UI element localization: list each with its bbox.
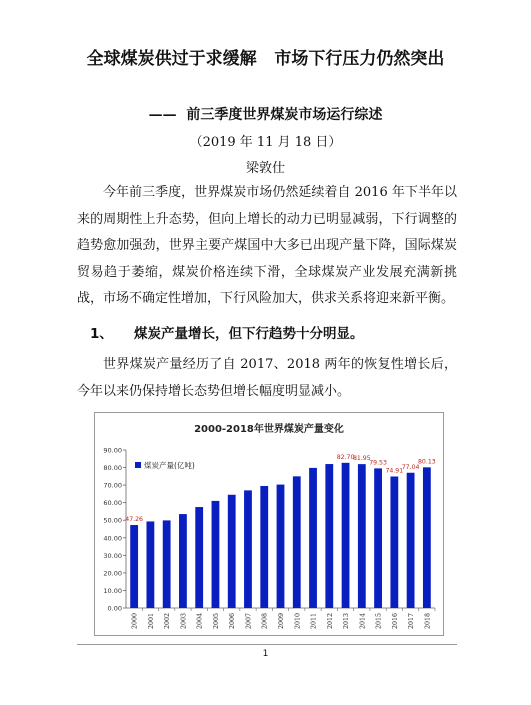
section-number: 1、 bbox=[90, 326, 113, 342]
x-tick-label: 2001 bbox=[147, 613, 155, 630]
intro-paragraph: 今年前三季度，世界煤炭市场仍然延续着自 2016 年下半年以来的周期性上升态势，但向上增长的动力已明显减弱，下行调整的趋势愈加强劲，世界主要产煤国中大多已出现产量下降，国际煤炭贸易趋于萎缩，煤炭价格连续下滑，全球煤炭产业发展充满新挑战，市场不确定性增加，下行风险加大，供求关系将迎来新平衡。 bbox=[77, 185, 457, 306]
x-tick-label: 2002 bbox=[164, 613, 172, 630]
document-title: 全球煤炭供过于求缓解 市场下行压力仍然突出 bbox=[86, 49, 445, 69]
y-tick-label: 50.00 bbox=[103, 516, 122, 525]
y-tick-label: 80.00 bbox=[103, 464, 122, 473]
legend-label: 煤炭产量(亿吨) bbox=[144, 461, 195, 470]
data-label: 82.70 bbox=[336, 453, 355, 461]
x-tick-label: 2012 bbox=[326, 613, 334, 630]
data-label: 81.95 bbox=[352, 455, 371, 463]
bar bbox=[146, 521, 154, 608]
x-tick-label: 2018 bbox=[424, 613, 432, 630]
data-label: 79.53 bbox=[369, 459, 387, 467]
x-tick-label: 2005 bbox=[212, 613, 220, 630]
document-subtitle: —— 前三季度世界煤炭市场运行综述 bbox=[148, 107, 383, 123]
x-tick-label: 2000 bbox=[131, 613, 139, 630]
bar bbox=[407, 473, 415, 608]
x-tick-label: 2003 bbox=[180, 613, 188, 630]
legend-swatch bbox=[135, 462, 141, 468]
chart-title: 2000-2018年世界煤炭产量变化 bbox=[194, 424, 344, 435]
bar bbox=[195, 507, 203, 608]
data-label: 77.04 bbox=[401, 463, 420, 471]
bar bbox=[179, 514, 187, 608]
bar bbox=[212, 501, 220, 608]
y-tick-label: 40.00 bbox=[103, 534, 122, 543]
y-tick-label: 70.00 bbox=[103, 481, 122, 490]
bar bbox=[342, 463, 350, 608]
bar bbox=[163, 520, 171, 608]
document-date: （2019 年 11 月 18 日） bbox=[189, 135, 342, 150]
chart-svg bbox=[95, 413, 443, 635]
x-tick-label: 2011 bbox=[310, 613, 318, 630]
data-label: 47.26 bbox=[125, 516, 143, 524]
x-tick-label: 2017 bbox=[408, 613, 416, 630]
bar bbox=[390, 476, 398, 608]
x-tick-label: 2014 bbox=[359, 613, 367, 630]
section-paragraph: 世界煤炭产量经历了自 2017、2018 两年的恢复性增长后，今年以来仍保持增长态势但增长幅度明显减小。 bbox=[77, 357, 457, 399]
x-tick-label: 2010 bbox=[294, 613, 302, 630]
y-tick-label: 0.00 bbox=[107, 604, 122, 613]
bar bbox=[277, 485, 285, 608]
coal-production-chart bbox=[94, 412, 444, 636]
bar bbox=[260, 486, 268, 608]
data-label: 80.13 bbox=[418, 458, 436, 466]
y-tick-label: 10.00 bbox=[103, 586, 122, 595]
x-tick-label: 2007 bbox=[245, 613, 253, 630]
x-tick-label: 2013 bbox=[343, 613, 351, 630]
bar bbox=[325, 464, 333, 608]
x-tick-label: 2004 bbox=[196, 613, 204, 630]
x-tick-label: 2008 bbox=[261, 613, 269, 630]
bar bbox=[244, 490, 252, 608]
document-author: 梁敦仕 bbox=[245, 161, 285, 176]
bar bbox=[374, 468, 382, 608]
y-tick-label: 30.00 bbox=[103, 551, 122, 560]
data-label: 74.91 bbox=[385, 467, 404, 475]
y-tick-label: 20.00 bbox=[103, 569, 122, 578]
bar bbox=[423, 467, 431, 608]
x-tick-label: 2006 bbox=[229, 613, 237, 630]
page-number: 1 bbox=[262, 649, 269, 659]
page-rule bbox=[77, 644, 457, 645]
section-heading bbox=[90, 322, 364, 342]
bar bbox=[358, 464, 366, 608]
x-tick-label: 2016 bbox=[391, 613, 399, 630]
y-tick-label: 60.00 bbox=[103, 499, 122, 508]
y-tick-label: 90.00 bbox=[103, 446, 122, 455]
bar bbox=[130, 525, 138, 608]
chart-bars bbox=[130, 463, 431, 608]
bar bbox=[293, 476, 301, 608]
chart-legend bbox=[135, 460, 195, 470]
section-heading-text: 煤炭产量增长，但下行趋势十分明显。 bbox=[134, 326, 364, 342]
bar bbox=[309, 468, 317, 608]
bar bbox=[228, 495, 236, 608]
x-tick-label: 2015 bbox=[375, 613, 383, 630]
x-tick-label: 2009 bbox=[278, 613, 285, 630]
